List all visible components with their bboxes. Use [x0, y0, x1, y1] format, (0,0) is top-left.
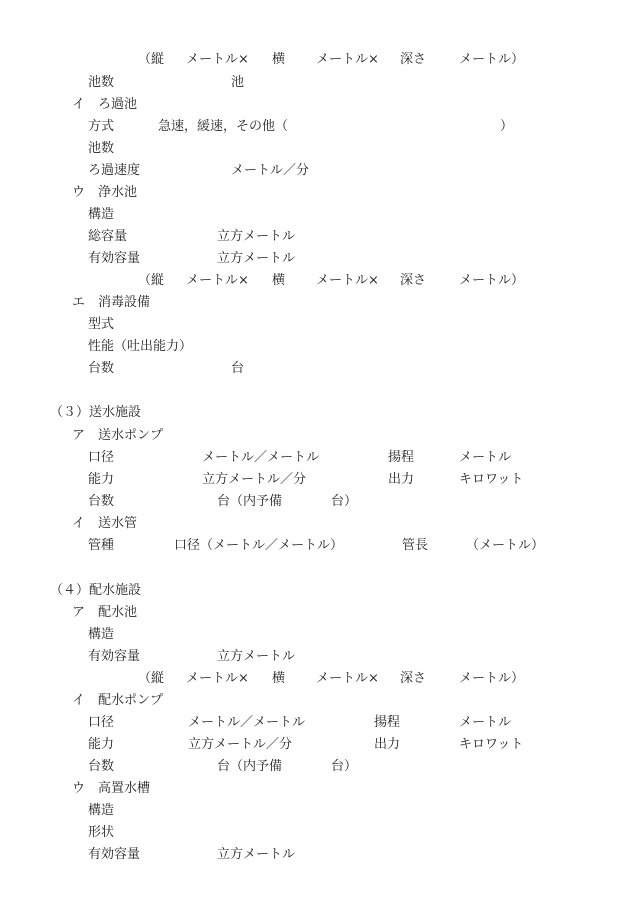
field-text: メートル）: [459, 273, 525, 288]
field-text: 深さ: [400, 671, 427, 686]
form-row: [0, 646, 630, 668]
field-text: 台: [231, 361, 245, 376]
form-row: [0, 624, 630, 646]
field-label: 総容量: [88, 229, 128, 244]
form-row: [0, 734, 630, 756]
field-text: 台）: [331, 759, 358, 774]
field-text: キロワット: [459, 472, 524, 487]
field-label: 能力: [88, 737, 115, 752]
field-text: 立方メートル／分: [188, 737, 293, 752]
field-text: 深さ: [400, 273, 427, 288]
field-label: 構造: [88, 627, 115, 642]
field-text: 立方メートル: [217, 649, 296, 664]
field-label: 有効容量: [88, 251, 141, 266]
field-text: 台）: [331, 494, 358, 509]
field-label: 方式: [88, 119, 115, 134]
field-text: 立方メートル: [217, 251, 296, 266]
form-row: [0, 270, 630, 292]
field-text: メートル）: [459, 671, 525, 686]
form-row: [0, 822, 630, 844]
field-label: イ 送水管: [72, 516, 138, 531]
field-label: 性能（吐出能力）: [88, 339, 193, 354]
form-row: [0, 138, 630, 160]
field-label: 池数: [88, 141, 115, 156]
field-text: 立方メートル: [217, 847, 296, 862]
field-text: キロワット: [459, 737, 524, 752]
field-text: メートル／メートル: [202, 450, 320, 465]
field-text: 立方メートル／分: [202, 472, 307, 487]
form-row: [0, 314, 630, 336]
field-text: 深さ: [400, 52, 427, 67]
form-row: [0, 358, 630, 380]
form-row: [0, 469, 630, 491]
form-row: [0, 535, 630, 557]
form-row: [0, 602, 630, 624]
field-text: 立方メートル: [217, 229, 296, 244]
form-row: [0, 49, 630, 71]
field-text: 揚程: [374, 715, 401, 730]
field-text: 横: [272, 273, 286, 288]
form-row: [0, 756, 630, 778]
field-label: 口径: [88, 715, 115, 730]
form-row: [0, 690, 630, 712]
field-text: メートル×: [186, 273, 249, 288]
form-row: [0, 402, 630, 424]
field-text: 台（内予備: [217, 494, 283, 509]
form-row: [0, 94, 630, 116]
field-label: エ 消毒設備: [72, 295, 151, 310]
field-text: メートル: [459, 450, 512, 465]
field-text: メートル×: [316, 273, 379, 288]
field-text: 横: [272, 52, 286, 67]
field-text: 揚程: [388, 450, 415, 465]
field-label: （縦: [138, 273, 165, 288]
form-row: [0, 668, 630, 690]
field-text: 横: [272, 671, 286, 686]
form-row: [0, 844, 630, 866]
form-row: [0, 800, 630, 822]
form-row: [0, 580, 630, 602]
field-text: 急速，緩速，その他（: [158, 119, 289, 134]
form-row: [0, 425, 630, 447]
field-text: メートル×: [316, 52, 379, 67]
form-row: [0, 116, 630, 138]
form-row: [0, 513, 630, 535]
field-text: メートル／メートル: [188, 715, 306, 730]
form-row: [0, 204, 630, 226]
form-row: [0, 712, 630, 734]
field-text: 管長: [402, 538, 429, 553]
field-label: 構造: [88, 207, 115, 222]
form-row: [0, 182, 630, 204]
field-text: ）: [500, 119, 514, 134]
field-text: メートル／分: [231, 163, 310, 178]
field-text: 出力: [374, 737, 401, 752]
form-row: [0, 491, 630, 513]
field-label: ウ 浄水池: [72, 185, 138, 200]
form-row: [0, 292, 630, 314]
field-label: 形状: [88, 825, 115, 840]
field-text: 池: [231, 75, 245, 90]
form-row: [0, 778, 630, 800]
field-label: 能力: [88, 472, 115, 487]
field-text: 台（内予備: [217, 759, 283, 774]
field-label: ア 配水池: [72, 605, 138, 620]
form-row: [0, 447, 630, 469]
form-row: [0, 226, 630, 248]
field-label: 台数: [88, 759, 115, 774]
field-text: メートル）: [459, 52, 525, 67]
field-label: ウ 高置水槽: [72, 781, 151, 796]
form-row: [0, 248, 630, 270]
field-label: 有効容量: [88, 847, 141, 862]
field-label: ろ過速度: [88, 163, 141, 178]
field-text: メートル: [459, 715, 512, 730]
field-text: メートル×: [186, 52, 249, 67]
field-label: （縦: [138, 671, 165, 686]
field-label: 管種: [88, 538, 115, 553]
form-row: [0, 72, 630, 94]
field-label: （縦: [138, 52, 165, 67]
field-label: 有効容量: [88, 649, 141, 664]
field-label: 台数: [88, 361, 115, 376]
form-row: [0, 160, 630, 182]
field-label: 構造: [88, 803, 115, 818]
form-row: [0, 336, 630, 358]
field-label: 台数: [88, 494, 115, 509]
field-label: 型式: [88, 317, 115, 332]
field-text: 口径（メートル／メートル）: [174, 538, 344, 553]
field-label: イ ろ過池: [72, 97, 138, 112]
field-text: （メートル）: [466, 538, 545, 553]
field-label: （４）配水施設: [50, 583, 142, 598]
field-text: メートル×: [316, 671, 379, 686]
field-label: 口径: [88, 450, 115, 465]
field-label: （３）送水施設: [50, 405, 142, 420]
field-label: ア 送水ポンプ: [72, 428, 164, 443]
field-label: イ 配水ポンプ: [72, 693, 164, 708]
field-text: メートル×: [186, 671, 249, 686]
field-text: 出力: [388, 472, 415, 487]
field-label: 池数: [88, 75, 115, 90]
